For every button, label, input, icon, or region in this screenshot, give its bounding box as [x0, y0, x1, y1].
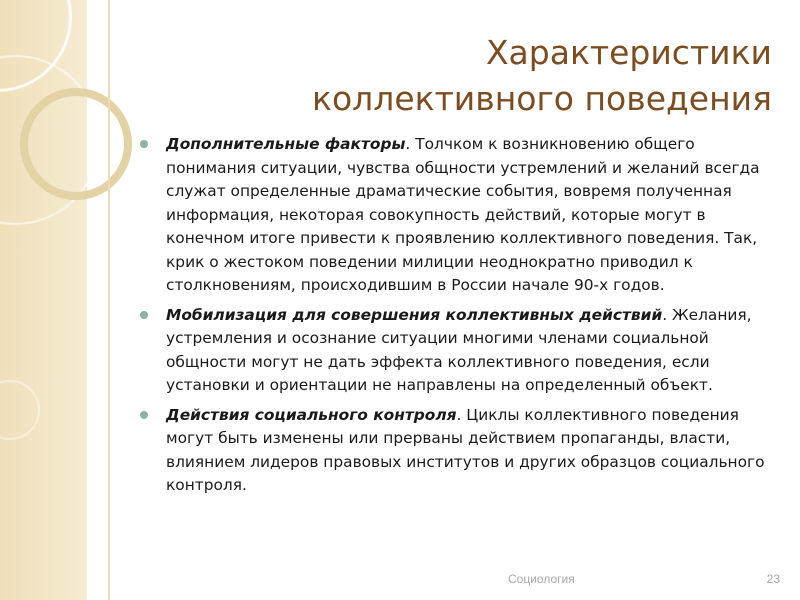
slide-title-line-2: коллективного поведения	[312, 79, 772, 118]
bullet-lead-text: Мобилизация для совершения коллективных действий	[166, 305, 663, 324]
decorative-ring	[20, 88, 132, 200]
bullet-body-text: . Толчком к возникновению общего понимания ситуации, чувства общности устремлений и желаний всегда служат определенные драматические события, вовремя полученная информация, некоторая совокупность действий, которые могут в конечном итоге привести к проявлению коллективного поведения. Так, крик о жестоком поведении милиции неоднократно приводил к столкновениям, происходившим в России начале 90-х годов.	[166, 135, 760, 294]
bullet-body-text: . Циклы коллективного поведения могут быть изменены или прерваны действием пропаганды, власти, влиянием лидеров правовых институтов и других образцов социального контроля.	[166, 405, 765, 494]
bullet-dot-icon	[140, 411, 148, 419]
slide-title	[212, 30, 772, 122]
slide-content	[140, 133, 770, 504]
decorative-divider-line	[108, 0, 110, 600]
bullet-item	[140, 404, 770, 498]
bullet-body-text: . Желания, устремления и осознание ситуации многими членами социальной общности могут не дать эффекта коллективного поведения, если установки и ориентации не направлены на определенный объект.	[166, 305, 752, 394]
page-number: 23	[766, 572, 780, 586]
bullet-item	[140, 133, 770, 298]
bullet-dot-icon	[140, 140, 148, 148]
bullet-lead-text: Действия социального контроля	[166, 405, 457, 424]
bullet-item	[140, 304, 770, 398]
decorative-circle	[0, 380, 40, 440]
bullet-dot-icon	[140, 311, 148, 319]
footer-subject: Социология	[508, 572, 575, 586]
slide-title-line-1: Характеристики	[485, 33, 772, 72]
bullet-lead-text: Дополнительные факторы	[166, 135, 406, 153]
